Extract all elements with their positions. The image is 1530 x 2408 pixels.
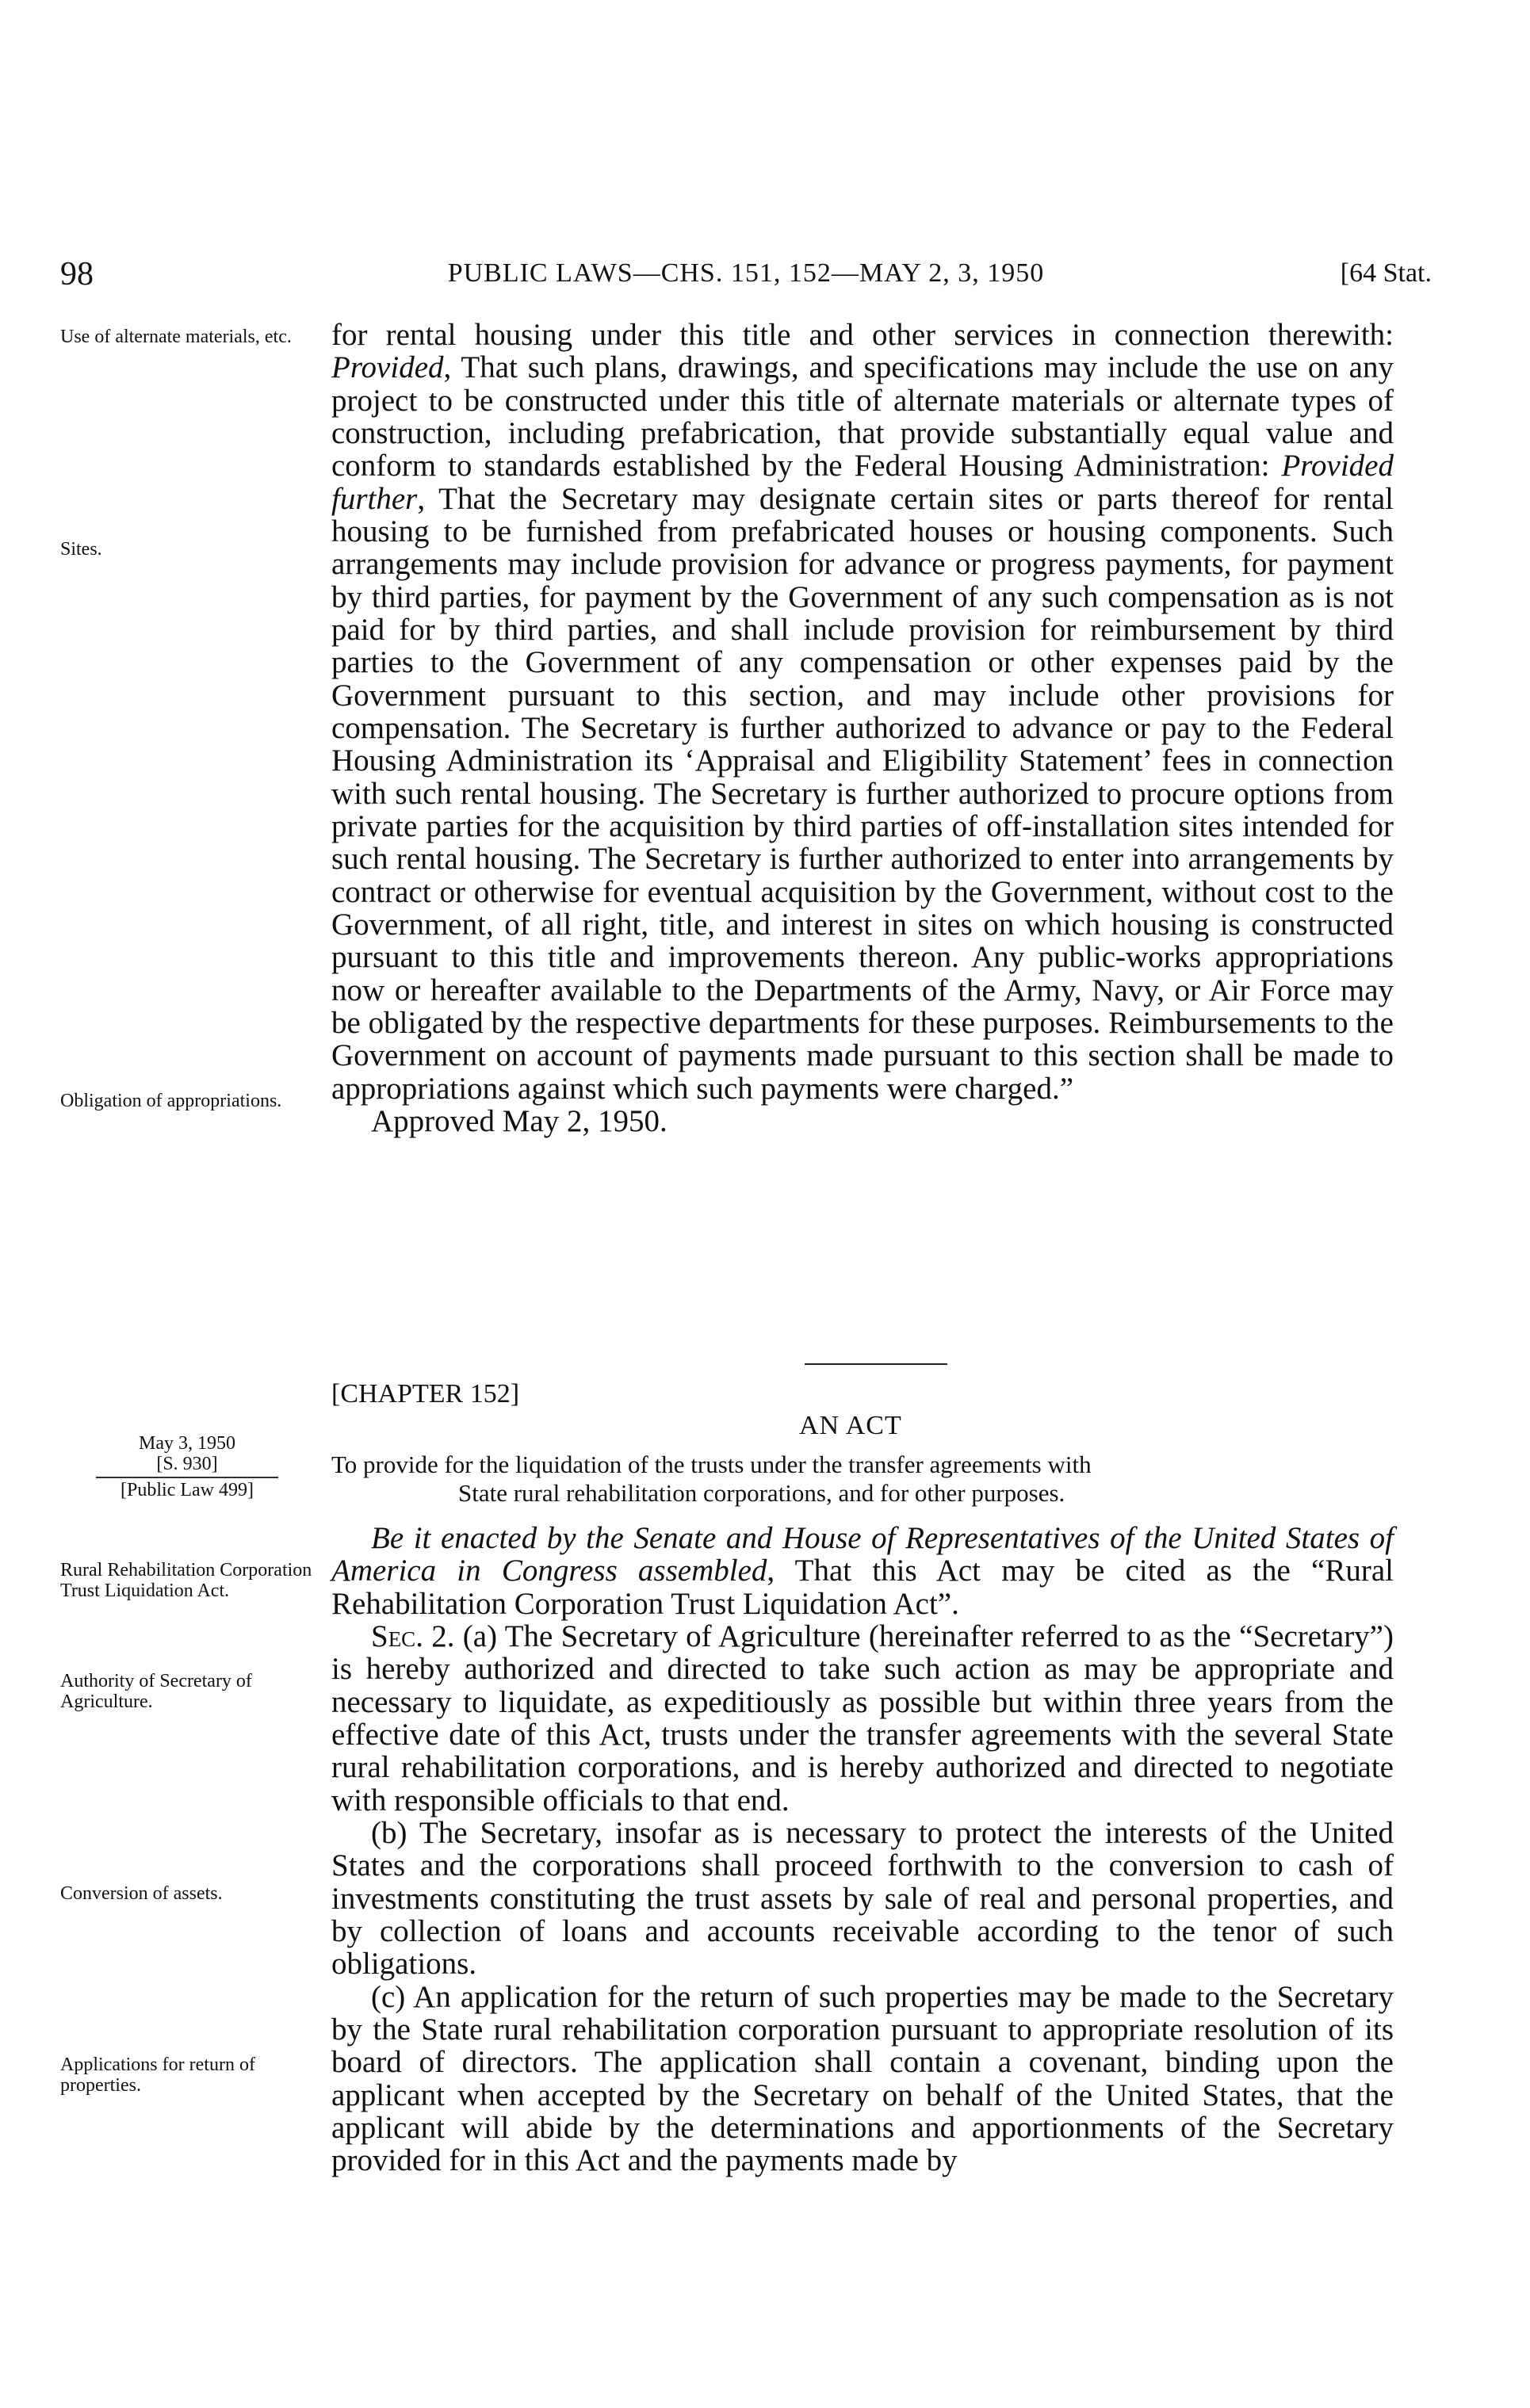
page-header	[60, 255, 1432, 295]
margin-note-authority: Authority of Secretary of Agriculture.	[60, 1671, 252, 1713]
margin-act-info	[60, 1433, 314, 1500]
margin-note-applications: Applications for return of properties.	[60, 2054, 255, 2096]
enacting-clause	[331, 1522, 1394, 1620]
senate-bill-number: [S. 930]	[156, 1454, 218, 1475]
text-run: (a) The Secretary of Agriculture (hereinafter referred to as the “Secretary”) is hereby authorized and directed to take such action as may be appropriate and necessary to liquidate, as expeditiously as possible but within three years from the effective date of this Act, trusts under the transfer agreements with the several State rural rehabilitation corporations, and is hereby authorized and directed to negotiate with responsible officials to that end.	[331, 1619, 1394, 1817]
public-law-number: [Public Law 499]	[120, 1479, 254, 1500]
margin-note-sites: Sites.	[60, 539, 102, 560]
running-head: PUBLIC LAWS—CHS. 151, 152—MAY 2, 3, 1950	[447, 258, 1045, 288]
chapter-label: [CHAPTER 152]	[331, 1379, 520, 1408]
section-2-a	[331, 1620, 1394, 1817]
section-label: Sec. 2.	[371, 1619, 455, 1653]
approval-date: Approved May 2, 1950.	[371, 1103, 667, 1138]
section-2-b: (b) The Secretary, insofar as is necessary to protect the interests of the United States and the corporations shall proceed forthwith to the conversion to cash of investments constituting the trust assets by sale of real and personal properties, and by collection of loans and accounts receivable according to the tenor of such obligations.	[331, 1815, 1394, 1982]
margin-note-obligation: Obligation of appropriations.	[60, 1091, 282, 1111]
chapter-151-paragraph	[331, 319, 1394, 1105]
margin-rule	[96, 1477, 278, 1478]
act-date: May 3, 1950	[139, 1433, 235, 1454]
chapter-152-text	[331, 1522, 1394, 2177]
italic-run: Provided	[331, 350, 444, 385]
text-run: , That the Secretary may designate certain sites or parts thereof for rental housing to be furnished from prefabricated houses or housing components. Such arrangements may include provision for advance or progress payments, for payment by third parties, for payment by the Government of any such compensation as is not paid for by third parties, and shall include provision for reimbursement by third parties to the Government of any compensation or other expenses paid by the Government pursuant to this section, and may include other provisions for compensation. The Secretary is further authorized to advance or pay to the Federal Housing Administration its ‘Appraisal and Eligibility Statement’ fees in connection with such rental housing. The Secretary is further authorized to procure options from private parties for the acquisition by third parties of off-installation sites intended for such rental housing. The Secretary is further authorized to enter into arrangements by contract or otherwise for eventual acquisition by the Government, without cost to the Government, of all right, title, and interest in sites on which housing is constructed pursuant to this title and improvements thereon. Any public-works appropriations now or hereafter available to the Departments of the Army, Navy, or Air Force may be obligated by the respective departments for these purposes. Reimbursements to the Government on account of payments made pursuant to this section shall be made to appropriations against which such payments were charged.”	[331, 481, 1394, 1106]
margin-note-rural-rehabilitation: Rural Rehabilitation Corporation Trust Liquidation Act.	[60, 1560, 312, 1602]
text-run: , That such plans, drawings, and specifications may include the use on any project to be constructed under this title of alternate materials or alternate types of construction, including prefabrication, that provide substantially equal value and conform to standards established by the Federal Housing Administration:	[331, 350, 1394, 484]
page-number: 98	[60, 256, 94, 292]
section-2-c: (c) An application for the return of such properties may be made to the Secretary by the State rural rehabilitation corporation pursuant to appropriate resolution of its board of directors. The application shall contain a covenant, binding upon the applicant when accepted by the Secretary on behalf of the United States, that the applicant will abide by the determinations and apportionments of the Secretary provided for in this Act and the payments made by	[331, 1979, 1394, 2178]
chapter-151-text	[331, 319, 1394, 1137]
text-run: for rental housing under this title and other services in connection therewith:	[331, 318, 1394, 352]
purpose-line-2: State rural rehabilitation corporations, and for other purposes.	[458, 1478, 1065, 1507]
margin-note-conversion: Conversion of assets.	[60, 1883, 223, 1904]
an-act-heading: AN ACT	[799, 1411, 902, 1440]
chapter-divider	[805, 1363, 947, 1365]
purpose-line-1: To provide for the liquidation of the trusts under the transfer agreements with	[331, 1451, 1092, 1478]
margin-note-alternate-materials: Use of alternate materials, etc.	[60, 327, 292, 347]
act-purpose	[331, 1451, 1394, 1507]
text-run: , That this Act may be cited as the “Rural Rehabilitation Corporation Trust Liquidation Act”.	[331, 1554, 1394, 1621]
statute-reference: [64 Stat.	[1340, 258, 1432, 288]
italic-run: Provided further	[331, 449, 1394, 516]
italic-run: Be it enacted by the Senate and House of Representatives of the United States of America in Congress assembled	[331, 1521, 1394, 1588]
